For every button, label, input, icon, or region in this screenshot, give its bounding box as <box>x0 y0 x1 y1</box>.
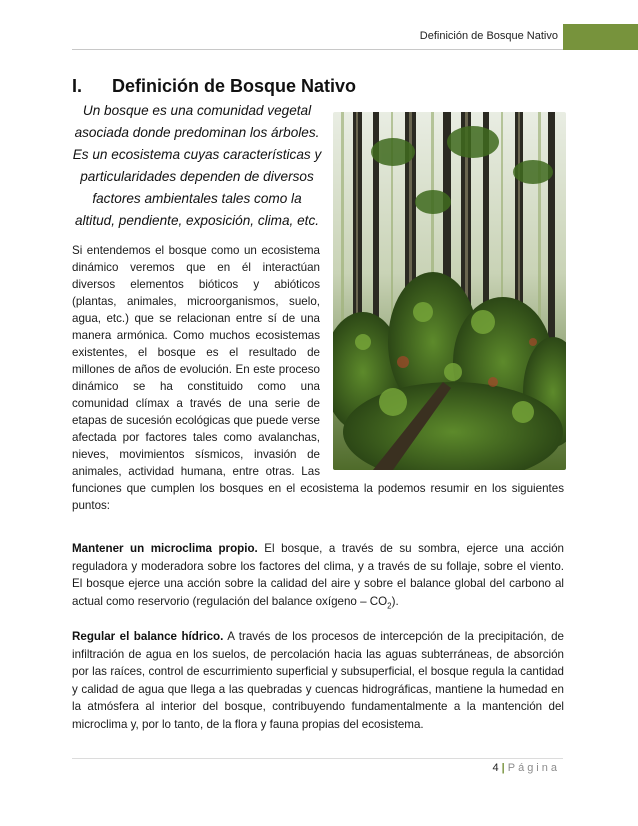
text-line: millones de años de evolución. En este proceso <box>72 363 320 376</box>
point-microclima <box>72 540 564 615</box>
header-rule <box>72 49 563 50</box>
text-line: afectada por factores tales como avalanchas, <box>72 431 320 444</box>
point-title: Mantener un microclima propio. <box>72 542 258 555</box>
section-title: Definición de Bosque Nativo <box>112 76 357 96</box>
point-text: El bosque, a través de su sombra, ejerce una acción reguladora y moderadora sobre los factores del clima, y a través de su follaje, sobre el viento. El bosque ejerce una acción sobre la calidad del aire y sobre el balance global del carbono al actual como reservorio (regulación del balance oxígeno – CO <box>72 542 564 608</box>
text-line: agua, etc.) que se relacionan entre sí de una <box>72 312 320 325</box>
text-line: dinámico se ha constituido como una <box>72 380 320 393</box>
quote-line: Un bosque es una comunidad vegetal <box>82 103 312 118</box>
point-balance-hidrico <box>72 628 564 734</box>
text-line: animales, actividad humana, entre otras. Las <box>72 465 320 478</box>
text-line: funciones que cumplen los bosques en el ecosistema la podemos resumir en los siguientes <box>72 482 564 495</box>
point-text-tail: ). <box>391 594 399 608</box>
text-line: puntos: <box>72 499 111 512</box>
text-line: manera armónica. Como muchos ecosistemas <box>72 329 320 342</box>
page-number: 4 <box>492 762 499 774</box>
text-line: nieves, movimientos sísmicos, invasión de <box>72 448 320 461</box>
header-accent-block <box>563 24 638 50</box>
point-text: A través de los procesos de intercepción de la precipitación, de infiltración de agua en los suelos, de percolación hacia las aguas subterráneas, de absorción por las raíces, control de escurrimiento superficial y subsuperficial, el bosque regula la cantidad y calidad de agua que llega a las quebradas y cuencas hidrográficas, mantiene la humedad en la atmósfera al interior del bosque, contribuyendo fundamentalmente a la mantención del microclima y, por lo tanto, de la flora y fauna propias del ecosistema. <box>72 630 565 731</box>
intro-paragraph-continuation <box>72 480 564 514</box>
section-heading <box>72 76 356 97</box>
text-line: Si entendemos el bosque como un ecosistema <box>72 244 320 257</box>
section-number: I. <box>72 76 83 96</box>
text-line: existentes, el bosque es el resultado de <box>72 346 320 359</box>
text-line: comunidad clímax a través de una serie de <box>72 397 320 410</box>
forest-photo <box>333 112 566 470</box>
point-title: Regular el balance hídrico. <box>72 630 224 643</box>
quote-line: asociada donde predominan los árboles. <box>74 125 320 140</box>
running-header: Definición de Bosque Nativo <box>419 30 558 42</box>
page-label: Página <box>507 762 560 774</box>
text-line: (plantas, animales, microorganismos, suelo, <box>72 295 320 308</box>
intro-paragraph <box>72 242 320 480</box>
text-line: etapas de sucesión ecológicas que puede verse <box>72 414 320 427</box>
text-line: diversos elementos bióticos y abióticos <box>72 278 320 291</box>
quote-line: particularidades dependen de diversos <box>80 169 314 184</box>
page-footer <box>493 762 560 774</box>
subscript: 2 <box>387 601 392 611</box>
quote-line: Es un ecosistema cuyas características y <box>72 147 322 162</box>
quote-line: altitud, pendiente, exposición, clima, etc. <box>74 213 320 228</box>
quote-line: factores ambientales tales como la <box>92 191 302 206</box>
definition-quote <box>64 100 330 232</box>
footer-rule <box>72 758 563 759</box>
text-line: dinámico veremos que en él interactúan <box>72 261 320 274</box>
footer-separator: | <box>501 762 505 774</box>
